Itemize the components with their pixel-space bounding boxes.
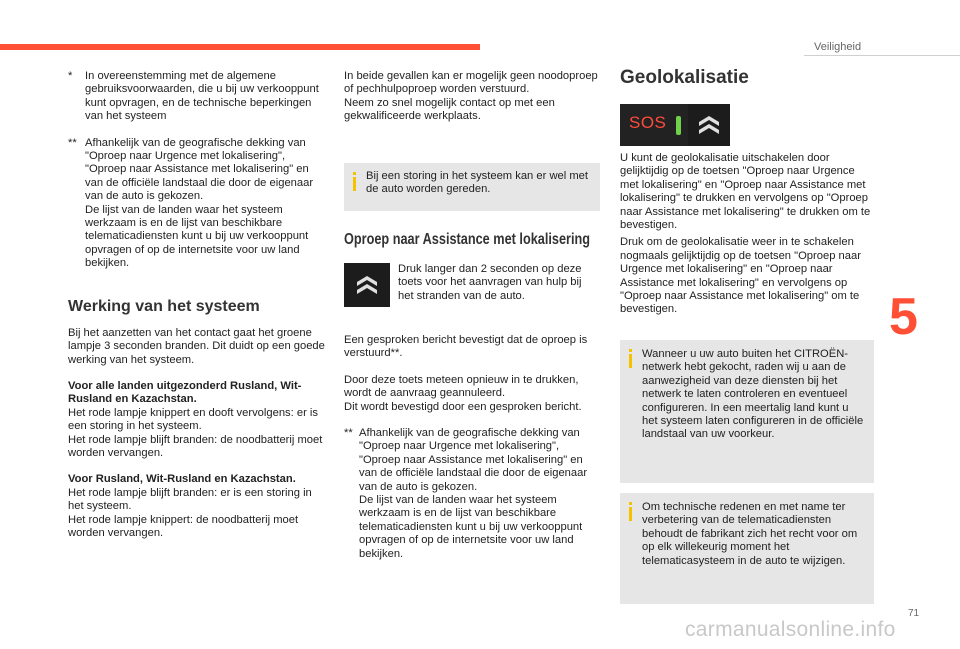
block-title: Voor Rusland, Wit-Rusland en Kazachstan.	[68, 473, 296, 486]
paragraph-line: Door deze toets meteen opnieuw in te drukken, wordt de aanvraag geannuleerd.	[344, 373, 579, 400]
chapter-number: 5	[889, 288, 918, 346]
paragraph-line: In beide gevallen kan er mogelijk geen noodoproep of pechhulpoproep worden verstuurd.	[344, 70, 598, 96]
footnote-line: Afhankelijk van de geografische dekking van "Oproep naar Urgence met lokalisering", "Oproep naar Assistance met lokalisering" en van de officiële landstaal die door de eigenaar van de auto is gekozen.	[85, 136, 314, 203]
block-line: Het rode lampje blijft branden: er is een storing in het systeem.	[68, 486, 312, 513]
header-accent-bar	[0, 44, 480, 50]
header-rule	[804, 55, 960, 56]
paragraph-intro: Bij het aanzetten van het contact gaat het groene lampje 3 seconden branden. Dit duidt op een goede werking van het systeem.	[68, 326, 325, 366]
info-icon	[353, 172, 356, 175]
footnote-mark: **	[344, 427, 353, 440]
info-note-technical	[620, 493, 874, 604]
info-icon	[629, 349, 632, 352]
footnote-text: In overeenstemming met de algemene gebruiksvoorwaarden, die u bij uw verkooppunt kunt opvragen, en de technische beperkingen van het systeem	[85, 70, 319, 123]
footnote-line: Afhankelijk van de geografische dekking van "Oproep naar Urgence met lokalisering", "Oproep naar Assistance met lokalisering" en van de officiële landstaal die door de eigenaar van de auto is gekozen.	[359, 427, 588, 493]
info-icon	[629, 502, 632, 505]
paragraph-enable-geolocation: Druk om de geolokalisatie weer in te schakelen nogmaals gelijktijdig op de toetsen "Oproep naar Urgence met lokalisering" en "Oproep naar Assistance met lokalisering" en vervolgens op "Oproep naar Assistance met lokalisering" om te bevestigen.	[620, 236, 861, 316]
heading-geolocation: Geolokalisatie	[620, 67, 749, 88]
paragraph-confirmation: Een gesproken bericht bevestigt dat de oproep is verstuurd**.	[344, 334, 588, 360]
block-russia	[68, 473, 326, 540]
block-title: Voor alle landen uitgezonderd Rusland, Wit-Rusland en Kazachstan.	[68, 379, 302, 406]
section-title: Veiligheid	[814, 41, 862, 53]
column-2	[344, 70, 600, 124]
note-text: Om technische redenen en met name ter verbetering van de telematicadiensten behoudt de fabrikant zich het recht voor om op elk willekeurig moment het telematicasysteem in de auto te wijzigen.	[642, 501, 858, 567]
block-line: Het rode lampje blijft branden: de noodbatterij moet worden vervangen.	[68, 433, 323, 459]
info-icon	[629, 507, 632, 521]
paragraph-failure	[344, 70, 600, 124]
column-3	[620, 152, 876, 317]
footnote-line: De lijst van de landen waar het systeem werkzaam is en de lijst van beschikbare telematicadiensten kunt u bij uw verkooppunt opvragen of op de internetsite voor uw land bekijken.	[85, 203, 309, 270]
page-number: 71	[908, 608, 920, 619]
footnote-line: De lijst van de landen waar het systeem werkzaam is en de lijst van beschikbare telematicadiensten kunt u bij uw verkooppunt opvragen of op de internetsite voor uw land bekijken.	[359, 494, 583, 560]
column-2-lower	[344, 334, 600, 561]
footnote-text	[359, 427, 600, 561]
footnote-mark: *	[68, 70, 73, 82]
assistance-button-image	[688, 104, 730, 146]
citroen-chevrons-icon	[344, 263, 390, 307]
info-icon	[353, 177, 356, 191]
sos-button-image	[620, 104, 688, 146]
footnote-mark: **	[68, 136, 77, 149]
footnote-text	[85, 137, 326, 271]
green-led-icon	[676, 116, 681, 135]
paragraph-line: Neem zo snel mogelijk contact op met een gekwalificeerde werkplaats.	[344, 96, 555, 123]
info-icon	[629, 354, 632, 368]
footnote-3	[344, 427, 600, 561]
info-note-drive	[344, 163, 600, 211]
note-text: Wanneer u uw auto buiten het CITROËN-netwerk hebt gekocht, raden wij u aan de aanwezigheid van deze diensten bij het netwerk te laten controleren en eventueel configureren. In een meertalig land kunt u het systeem laten configureren in de officiële landstaal van uw voorkeur.	[642, 348, 864, 441]
block-line: Het rode lampje knippert en dooft vervolgens: er is een storing in het systeem.	[68, 406, 318, 433]
sos-label: SOS	[629, 113, 667, 132]
citroen-chevrons-icon	[688, 104, 730, 146]
block-other-countries	[68, 380, 326, 460]
heading-system-operation: Werking van het systeem	[68, 297, 260, 315]
paragraph-press-button: Druk langer dan 2 seconden op deze toets voor het aanvragen van hulp bij het stranden van de auto.	[398, 263, 582, 302]
paragraph-cancel	[344, 374, 600, 414]
paragraph-line: Dit wordt bevestigd door een gesproken bericht.	[344, 400, 582, 413]
footnote-1	[68, 70, 326, 124]
watermark: carmanualsonline.info	[685, 618, 896, 641]
heading-assistance-call: Oproep naar Assistance met lokalisering	[344, 231, 591, 248]
column-1	[68, 70, 326, 540]
info-note-network	[620, 340, 874, 483]
block-line: Het rode lampje knippert: de noodbatterij moet worden vervangen.	[68, 513, 299, 539]
assistance-button-image	[344, 263, 390, 307]
footnote-2	[68, 137, 326, 271]
note-text: Bij een storing in het systeem kan er wel met de auto worden gereden.	[366, 170, 588, 196]
paragraph-disable-geolocation: U kunt de geolokalisatie uitschakelen door gelijktijdig op de toetsen "Oproep naar Urgence met lokalisering" en "Oproep naar Assistance met lokalisering" te drukken en vervolgens op "Oproep naar Assistance met lokalisering" te drukken om te bevestigen.	[620, 152, 871, 232]
